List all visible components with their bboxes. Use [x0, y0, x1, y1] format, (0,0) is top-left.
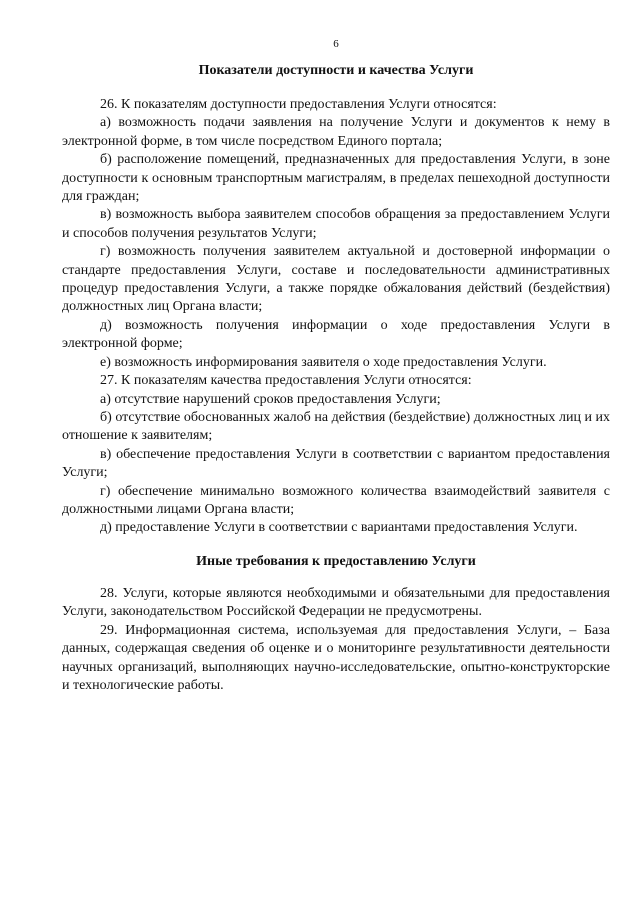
paragraph: а) отсутствие нарушений сроков предоставления Услуги;	[100, 391, 441, 407]
paragraph: б) отсутствие обоснованных жалоб на действия (бездействие) должностных лиц и их отношение к заявителям;	[62, 409, 610, 444]
section-title-other-requirements: Иные требования к предоставлению Услуги	[196, 554, 476, 569]
section-title-accessibility-quality: Показатели доступности и качества Услуги	[198, 63, 474, 78]
paragraph: а) возможность подачи заявления на получение Услуги и документов к нему в электронной форме, в том числе посредством Единого портала;	[62, 115, 610, 149]
paragraph: д) возможность получения информации о ходе предоставления Услуги в электронной форме;	[62, 317, 610, 352]
section-body-other-requirements	[62, 585, 610, 695]
paragraph: е) возможность информирования заявителя о ходе предоставления Услуги.	[100, 354, 547, 370]
paragraph: 29. Информационная система, используемая для предоставления Услуги, – База данных, содержащая сведения об оценке и о мониторинге результативности деятельности научных организаций, выполняющих научно-исследовательские, опытно-конструкторские и технологические работы.	[62, 622, 610, 694]
paragraph: 27. К показателям качества предоставления Услуги относятся:	[100, 373, 472, 389]
paragraph: 26. К показателям доступности предоставления Услуги относятся:	[100, 97, 497, 112]
paragraph: в) возможность выбора заявителем способов обращения за предоставлением Услуги и способов получения результатов Услуги;	[62, 207, 610, 241]
paragraph: 28. Услуги, которые являются необходимыми и обязательными для предоставления Услуги, законодательством Российской Федерации не предусмотрены.	[62, 586, 610, 620]
section-body-accessibility-quality	[62, 96, 610, 538]
page-number: 6	[333, 38, 339, 50]
paragraph: б) расположение помещений, предназначенных для предоставления Услуги, в зоне доступности к основным транспортным магистралям, в пределах пешеходной доступности для граждан;	[62, 152, 610, 205]
paragraph: в) обеспечение предоставления Услуги в соответствии с вариантом предоставления Услуги;	[62, 446, 610, 481]
paragraph: г) обеспечение минимально возможного количества взаимодействий заявителя с должностными лицами Органа власти;	[62, 483, 610, 517]
paragraph: д) предоставление Услуги в соответствии с вариантами предоставления Услуги.	[100, 520, 578, 536]
paragraph: г) возможность получения заявителем актуальной и достоверной информации о стандарте предоставления Услуги, составе и последовательности административных процедур предоставления Услуги, а также порядке обжалования действий (бездействия) должностных лиц Органа власти;	[62, 244, 610, 315]
